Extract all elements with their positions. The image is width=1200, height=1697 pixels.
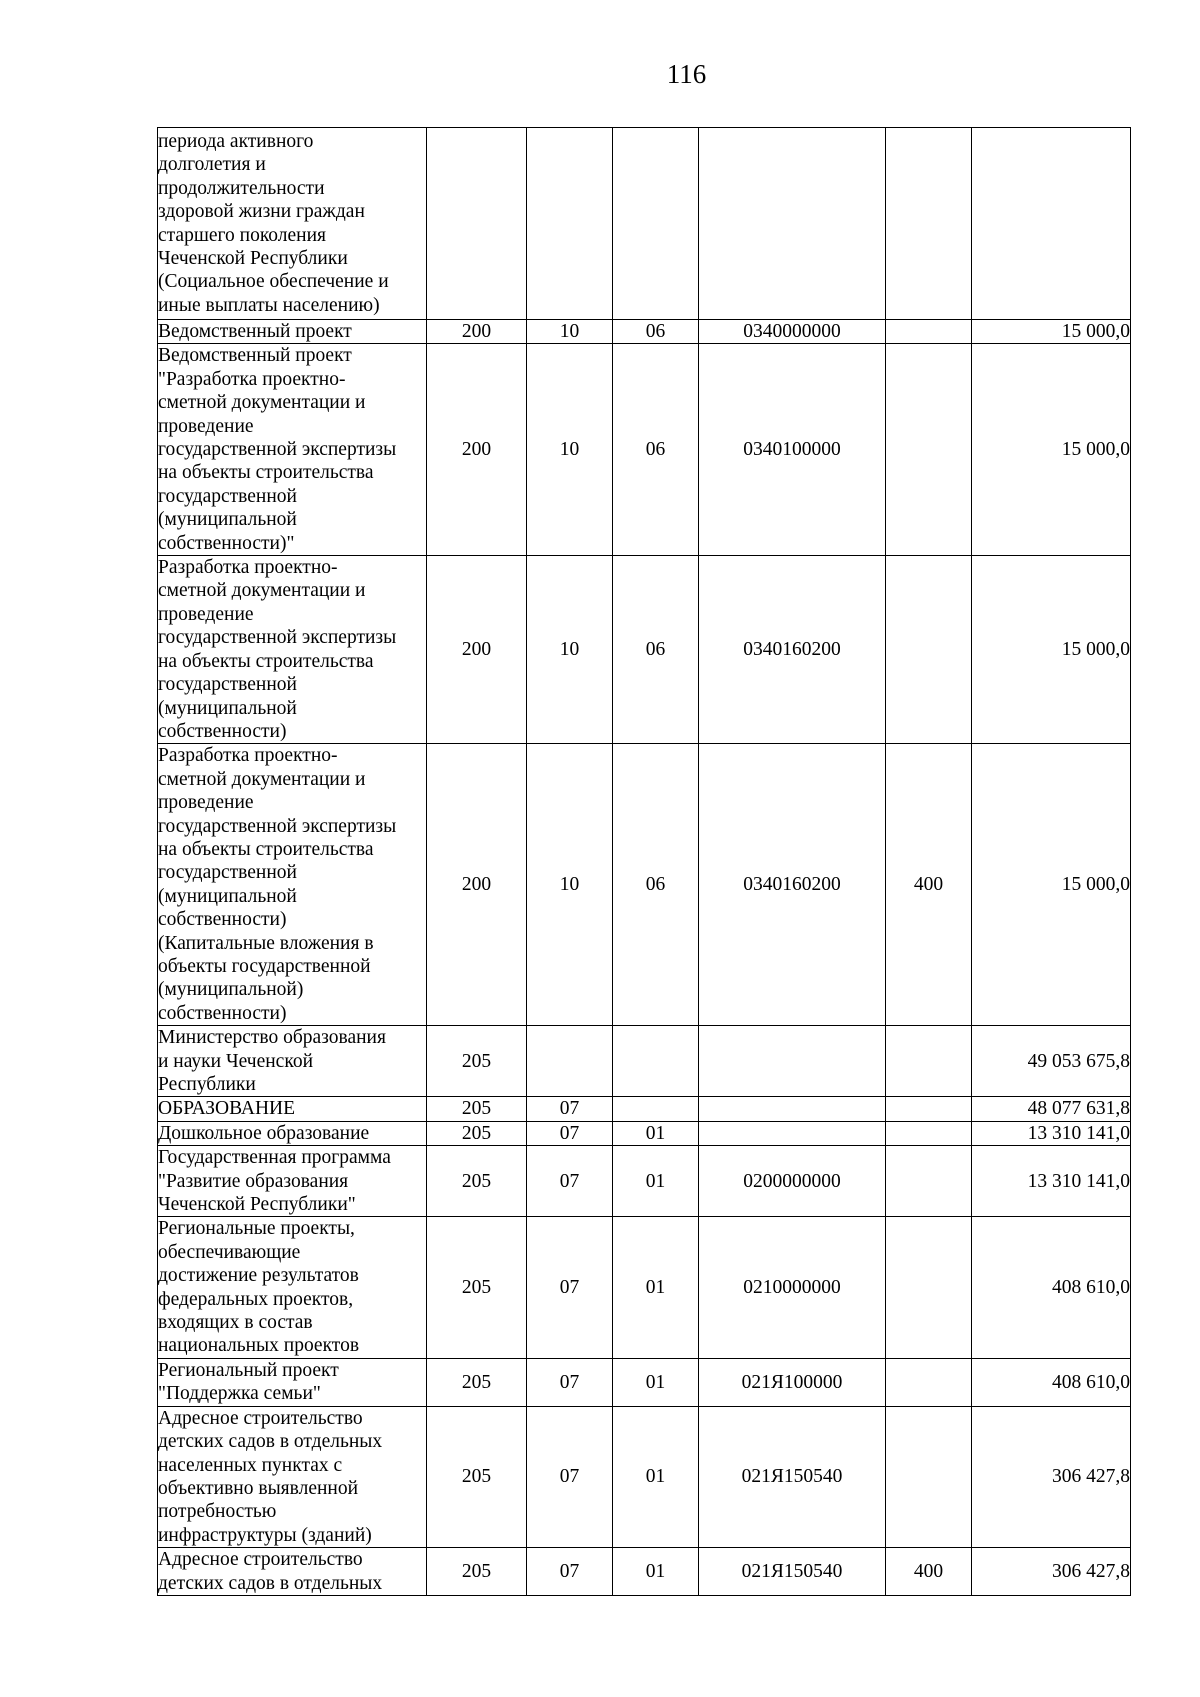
code-ved-cell: 205 bbox=[427, 1548, 527, 1596]
table-row bbox=[158, 744, 1131, 1026]
code-rz-cell: 07 bbox=[527, 1548, 613, 1596]
row-name-line: проведение bbox=[158, 792, 254, 814]
row-name-line: государственной экспертизы bbox=[158, 439, 397, 461]
row-name-line: государственной экспертизы bbox=[158, 815, 397, 837]
code-rz-cell bbox=[527, 1026, 613, 1097]
code-rz-cell: 07 bbox=[527, 1217, 613, 1358]
row-name-line: (Капитальные вложения в bbox=[158, 932, 374, 954]
code-vr-cell bbox=[886, 1217, 972, 1358]
row-name-cell bbox=[158, 320, 427, 344]
row-name-line: (муниципальной) bbox=[158, 979, 304, 1001]
row-name-line: на объекты строительства bbox=[158, 650, 374, 672]
row-name-line: потребностью bbox=[158, 1501, 277, 1523]
row-name-line: федеральных проектов, bbox=[158, 1288, 354, 1310]
table-body bbox=[158, 128, 1131, 1596]
row-name-line: Чеченской Республики" bbox=[158, 1194, 356, 1216]
code-pr-cell: 06 bbox=[613, 320, 699, 344]
table-row bbox=[158, 1097, 1131, 1121]
row-name-line: периода активного bbox=[158, 130, 314, 152]
row-name-line: Государственная программа bbox=[158, 1147, 391, 1169]
row-name-line: детских садов в отдельных bbox=[158, 1431, 383, 1453]
row-name-line: (Социальное обеспечение и bbox=[158, 271, 389, 293]
row-name-cell bbox=[158, 344, 427, 556]
budget-table bbox=[157, 127, 1131, 1596]
table-row bbox=[158, 1548, 1131, 1596]
amount-cell: 15 000,0 bbox=[972, 320, 1131, 344]
row-name-line: Чеченской Республики bbox=[158, 247, 348, 269]
code-csr-cell bbox=[699, 1121, 886, 1145]
row-name-line: (муниципальной bbox=[158, 885, 297, 907]
row-name-line: проведение bbox=[158, 603, 254, 625]
row-name-line: Дошкольное образование bbox=[158, 1122, 370, 1144]
code-vr-cell bbox=[886, 1121, 972, 1145]
code-vr-cell: 400 bbox=[886, 744, 972, 1026]
row-name-line: сметной документации и bbox=[158, 768, 366, 790]
amount-cell: 49 053 675,8 bbox=[972, 1026, 1131, 1097]
code-pr-cell bbox=[613, 128, 699, 320]
row-name-cell bbox=[158, 1217, 427, 1358]
code-vr-cell bbox=[886, 1358, 972, 1406]
code-ved-cell: 200 bbox=[427, 320, 527, 344]
table-row bbox=[158, 128, 1131, 320]
row-name-cell bbox=[158, 1026, 427, 1097]
amount-cell: 48 077 631,8 bbox=[972, 1097, 1131, 1121]
code-ved-cell: 205 bbox=[427, 1026, 527, 1097]
row-name-line: достижение результатов bbox=[158, 1265, 359, 1287]
table-row bbox=[158, 1026, 1131, 1097]
row-name-line: собственности)" bbox=[158, 532, 295, 554]
code-pr-cell: 01 bbox=[613, 1406, 699, 1547]
code-ved-cell: 205 bbox=[427, 1121, 527, 1145]
code-rz-cell: 10 bbox=[527, 556, 613, 744]
row-name-line: "Развитие образования bbox=[158, 1170, 349, 1192]
row-name-line: проведение bbox=[158, 415, 254, 437]
row-name-line: Ведомственный проект bbox=[158, 345, 352, 367]
code-rz-cell: 07 bbox=[527, 1406, 613, 1547]
row-name-cell bbox=[158, 1548, 427, 1596]
code-csr-cell: 021Я150540 bbox=[699, 1548, 886, 1596]
amount-cell: 15 000,0 bbox=[972, 344, 1131, 556]
row-name-cell bbox=[158, 1097, 427, 1121]
row-name-cell bbox=[158, 556, 427, 744]
row-name-cell bbox=[158, 1146, 427, 1217]
code-csr-cell: 0210000000 bbox=[699, 1217, 886, 1358]
code-ved-cell: 205 bbox=[427, 1358, 527, 1406]
code-vr-cell bbox=[886, 1097, 972, 1121]
row-name-line: Разработка проектно- bbox=[158, 557, 338, 579]
row-name-line: детских садов в отдельных bbox=[158, 1572, 383, 1594]
code-pr-cell: 01 bbox=[613, 1358, 699, 1406]
row-name-cell bbox=[158, 1121, 427, 1145]
row-name-line: на объекты строительства bbox=[158, 838, 374, 860]
row-name-line: собственности) bbox=[158, 909, 287, 931]
code-csr-cell: 0340160200 bbox=[699, 556, 886, 744]
row-name-line: объективно выявленной bbox=[158, 1477, 359, 1499]
row-name-line: долголетия и bbox=[158, 154, 266, 176]
code-csr-cell: 021Я150540 bbox=[699, 1406, 886, 1547]
table-row bbox=[158, 344, 1131, 556]
row-name-line: инфраструктуры (зданий) bbox=[158, 1524, 372, 1546]
row-name-line: продолжительности bbox=[158, 177, 325, 199]
table-row bbox=[158, 1358, 1131, 1406]
code-ved-cell: 200 bbox=[427, 344, 527, 556]
code-rz-cell: 07 bbox=[527, 1121, 613, 1145]
amount-cell: 408 610,0 bbox=[972, 1358, 1131, 1406]
code-ved-cell bbox=[427, 128, 527, 320]
row-name-line: сметной документации и bbox=[158, 392, 366, 414]
row-name-line: объекты государственной bbox=[158, 955, 371, 977]
code-pr-cell: 01 bbox=[613, 1146, 699, 1217]
code-rz-cell: 07 bbox=[527, 1146, 613, 1217]
code-pr-cell: 06 bbox=[613, 556, 699, 744]
code-pr-cell: 06 bbox=[613, 744, 699, 1026]
code-rz-cell: 07 bbox=[527, 1358, 613, 1406]
row-name-line: государственной экспертизы bbox=[158, 627, 397, 649]
row-name-line: и науки Чеченской bbox=[158, 1050, 314, 1072]
row-name-cell bbox=[158, 128, 427, 320]
row-name-line: Ведомственный проект bbox=[158, 321, 352, 342]
table-row bbox=[158, 320, 1131, 344]
code-vr-cell bbox=[886, 320, 972, 344]
row-name-line: собственности) bbox=[158, 720, 287, 742]
row-name-line: (муниципальной bbox=[158, 697, 297, 719]
code-csr-cell: 0340100000 bbox=[699, 344, 886, 556]
row-name-line: населенных пунктах с bbox=[158, 1454, 343, 1476]
code-ved-cell: 200 bbox=[427, 556, 527, 744]
amount-cell: 13 310 141,0 bbox=[972, 1146, 1131, 1217]
row-name-line: Республики bbox=[158, 1074, 256, 1095]
code-pr-cell bbox=[613, 1097, 699, 1121]
row-name-line: государственной bbox=[158, 862, 297, 884]
row-name-line: собственности) bbox=[158, 1002, 287, 1024]
row-name-line: здоровой жизни граждан bbox=[158, 201, 365, 223]
amount-cell: 13 310 141,0 bbox=[972, 1121, 1131, 1145]
row-name-line: старшего поколения bbox=[158, 224, 327, 246]
code-csr-cell bbox=[699, 1026, 886, 1097]
row-name-cell bbox=[158, 1358, 427, 1406]
code-pr-cell bbox=[613, 1026, 699, 1097]
code-csr-cell bbox=[699, 128, 886, 320]
row-name-line: "Разработка проектно- bbox=[158, 368, 346, 390]
row-name-line: иные выплаты населению) bbox=[158, 294, 380, 316]
amount-cell: 15 000,0 bbox=[972, 556, 1131, 744]
row-name-cell bbox=[158, 1406, 427, 1547]
row-name-line: национальных проектов bbox=[158, 1335, 360, 1357]
code-pr-cell: 01 bbox=[613, 1121, 699, 1145]
row-name-line: Разработка проектно- bbox=[158, 745, 338, 767]
code-vr-cell: 400 bbox=[886, 1548, 972, 1596]
row-name-line: Региональные проекты, bbox=[158, 1218, 355, 1240]
amount-cell: 408 610,0 bbox=[972, 1217, 1131, 1358]
row-name-line: государственной bbox=[158, 674, 297, 696]
row-name-line: Адресное строительство bbox=[158, 1407, 363, 1429]
row-name-line: Министерство образования bbox=[158, 1027, 386, 1049]
row-name-line: Региональный проект bbox=[158, 1359, 339, 1381]
code-vr-cell bbox=[886, 128, 972, 320]
table-row bbox=[158, 1146, 1131, 1217]
amount-cell: 15 000,0 bbox=[972, 744, 1131, 1026]
row-name-line: обеспечивающие bbox=[158, 1241, 301, 1263]
code-csr-cell bbox=[699, 1097, 886, 1121]
code-vr-cell bbox=[886, 1406, 972, 1547]
code-csr-cell: 021Я100000 bbox=[699, 1358, 886, 1406]
code-rz-cell bbox=[527, 128, 613, 320]
code-rz-cell: 07 bbox=[527, 1097, 613, 1121]
row-name-line: государственной bbox=[158, 485, 297, 507]
amount-cell: 306 427,8 bbox=[972, 1548, 1131, 1596]
code-vr-cell bbox=[886, 1146, 972, 1217]
table-row bbox=[158, 556, 1131, 744]
code-csr-cell: 0340000000 bbox=[699, 320, 886, 344]
row-name-line: ОБРАЗОВАНИЕ bbox=[158, 1098, 296, 1120]
table-row bbox=[158, 1406, 1131, 1547]
amount-cell bbox=[972, 128, 1131, 320]
code-ved-cell: 205 bbox=[427, 1097, 527, 1121]
code-rz-cell: 10 bbox=[527, 744, 613, 1026]
table-row bbox=[158, 1217, 1131, 1358]
row-name-line: сметной документации и bbox=[158, 580, 366, 602]
code-pr-cell: 01 bbox=[613, 1548, 699, 1596]
code-ved-cell: 205 bbox=[427, 1406, 527, 1547]
code-ved-cell: 200 bbox=[427, 744, 527, 1026]
code-rz-cell: 10 bbox=[527, 344, 613, 556]
amount-cell: 306 427,8 bbox=[972, 1406, 1131, 1547]
code-csr-cell: 0340160200 bbox=[699, 744, 886, 1026]
code-rz-cell: 10 bbox=[527, 320, 613, 344]
table-row bbox=[158, 1121, 1131, 1145]
code-csr-cell: 0200000000 bbox=[699, 1146, 886, 1217]
code-ved-cell: 205 bbox=[427, 1146, 527, 1217]
code-pr-cell: 01 bbox=[613, 1217, 699, 1358]
row-name-line: на объекты строительства bbox=[158, 462, 374, 484]
code-vr-cell bbox=[886, 556, 972, 744]
code-vr-cell bbox=[886, 1026, 972, 1097]
row-name-line: Адресное строительство bbox=[158, 1549, 363, 1571]
row-name-line: (муниципальной bbox=[158, 509, 297, 531]
row-name-cell bbox=[158, 744, 427, 1026]
code-pr-cell: 06 bbox=[613, 344, 699, 556]
code-ved-cell: 205 bbox=[427, 1217, 527, 1358]
row-name-line: "Поддержка семьи" bbox=[158, 1383, 321, 1405]
code-vr-cell bbox=[886, 344, 972, 556]
row-name-line: входящих в состав bbox=[158, 1312, 313, 1334]
page-number: 116 bbox=[666, 59, 707, 89]
